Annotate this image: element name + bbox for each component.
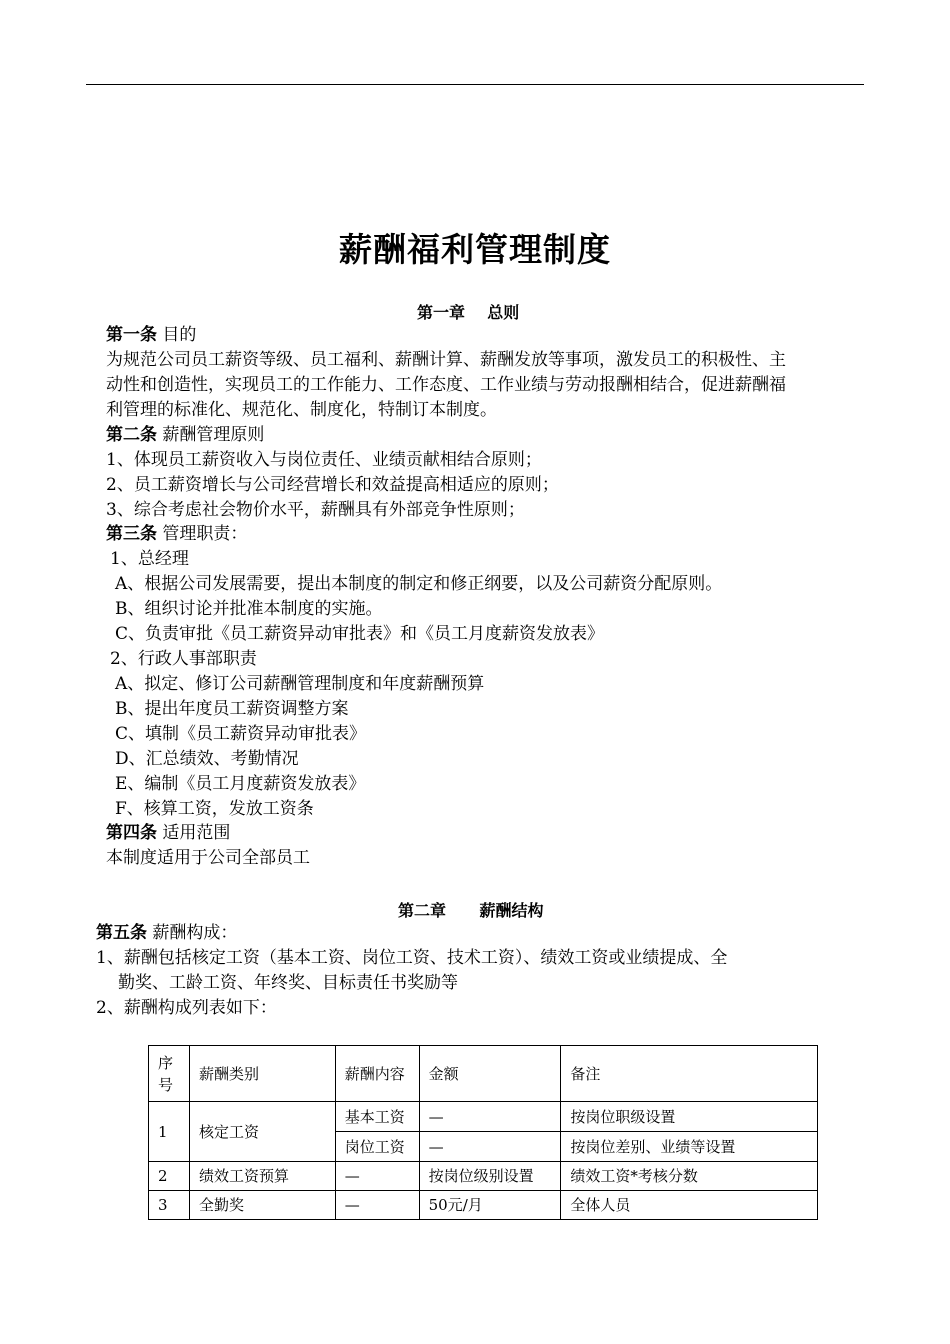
article-3	[106, 522, 247, 546]
article-5	[96, 921, 237, 945]
table-cell: —	[335, 1191, 419, 1220]
list-item: A、根据公司发展需要，提出本制度的制定和修正纲要，以及公司薪资分配原则。	[115, 574, 723, 594]
chapter-1-heading	[417, 300, 519, 323]
table-cell: —	[419, 1102, 561, 1132]
table-cell: 绩效工资*考核分数	[561, 1162, 818, 1191]
article-2-title: 薪酬管理原则	[157, 425, 265, 445]
article-1	[106, 323, 196, 347]
table-cell: 1	[149, 1102, 190, 1162]
article-3-title: 管理职责：	[157, 524, 248, 544]
article-5-title: 薪酬构成：	[147, 923, 238, 943]
article-5-label: 第五条	[96, 923, 147, 943]
paragraph-line: 利管理的标准化、规范化、制度化，特制订本制度。	[106, 400, 497, 420]
header-cell: 序号	[149, 1046, 190, 1102]
header-cell: 备注	[561, 1046, 818, 1102]
list-item: 2、员工薪资增长与公司经营增长和效益提高相适应的原则；	[106, 475, 559, 495]
paragraph-line: 为规范公司员工薪资等级、员工福利、薪酬计算、薪酬发放等事项，激发员工的积极性、主	[106, 350, 786, 370]
list-item: 3、综合考虑社会物价水平，薪酬具有外部竞争性原则；	[106, 500, 525, 520]
list-item: F、核算工资，发放工资条	[115, 799, 314, 819]
table-cell: 全体人员	[561, 1191, 818, 1220]
list-item: 1、薪酬包括核定工资（基本工资、岗位工资、技术工资）、绩效工资或业绩提成、全	[96, 948, 728, 968]
table-row	[149, 1191, 818, 1220]
article-4-label: 第四条	[106, 823, 157, 843]
list-item: 勤奖、工龄工资、年终奖、目标责任书奖励等	[118, 973, 458, 993]
article-4-title: 适用范围	[157, 823, 231, 843]
table-cell: 绩效工资预算	[189, 1162, 335, 1191]
table-header-row	[149, 1046, 818, 1102]
header-cell: 薪酬类别	[189, 1046, 335, 1102]
salary-structure-table	[148, 1045, 818, 1220]
table-cell: —	[419, 1132, 561, 1162]
chapter-2-heading	[398, 898, 543, 921]
paragraph-line: 本制度适用于公司全部员工	[106, 848, 310, 868]
table-cell: 50元/月	[419, 1191, 561, 1220]
document-title: 薪酬福利管理制度	[339, 230, 611, 269]
table-cell: 按岗位差别、业绩等设置	[561, 1132, 818, 1162]
table-row	[149, 1102, 818, 1132]
table-cell: 按岗位级别设置	[419, 1162, 561, 1191]
chapter-2-name: 薪酬结构	[479, 901, 544, 920]
article-4	[106, 821, 230, 845]
table-cell: 全勤奖	[189, 1191, 335, 1220]
table-cell: 3	[149, 1191, 190, 1220]
article-2-label: 第二条	[106, 425, 157, 445]
list-item: 2、行政人事部职责	[110, 649, 257, 669]
list-item: C、负责审批《员工薪资异动审批表》和《员工月度薪资发放表》	[115, 624, 605, 644]
list-item: B、提出年度员工薪资调整方案	[115, 699, 349, 719]
table-cell: 按岗位职级设置	[561, 1102, 818, 1132]
list-item: B、组织讨论并批准本制度的实施。	[115, 599, 383, 619]
table-cell: 核定工资	[189, 1102, 335, 1162]
header-cell: 金额	[419, 1046, 561, 1102]
header-cell: 薪酬内容	[335, 1046, 419, 1102]
article-1-label: 第一条	[106, 325, 157, 345]
list-item: 2、薪酬构成列表如下：	[96, 998, 277, 1018]
list-item: A、拟定、修订公司薪酬管理制度和年度薪酬预算	[115, 674, 485, 694]
chapter-1-name: 总则	[487, 303, 520, 322]
table-row	[149, 1162, 818, 1191]
list-item: 1、体现员工薪资收入与岗位责任、业绩贡献相结合原则；	[106, 450, 542, 470]
article-1-title: 目的	[157, 325, 197, 345]
chapter-2-label: 第二章	[398, 901, 447, 920]
table-cell: 基本工资	[335, 1102, 419, 1132]
list-item: C、填制《员工薪资异动审批表》	[115, 724, 367, 744]
table-cell: —	[335, 1162, 419, 1191]
article-3-label: 第三条	[106, 524, 157, 544]
table-cell: 岗位工资	[335, 1132, 419, 1162]
list-item: E、编制《员工月度薪资发放表》	[115, 774, 366, 794]
list-item: 1、总经理	[110, 549, 189, 569]
table-cell: 2	[149, 1162, 190, 1191]
chapter-1-label: 第一章	[417, 303, 466, 322]
list-item: D、汇总绩效、考勤情况	[115, 749, 299, 769]
header-rule	[86, 84, 864, 85]
article-2	[106, 423, 264, 447]
paragraph-line: 动性和创造性，实现员工的工作能力、工作态度、工作业绩与劳动报酬相结合，促进薪酬福	[106, 375, 786, 395]
